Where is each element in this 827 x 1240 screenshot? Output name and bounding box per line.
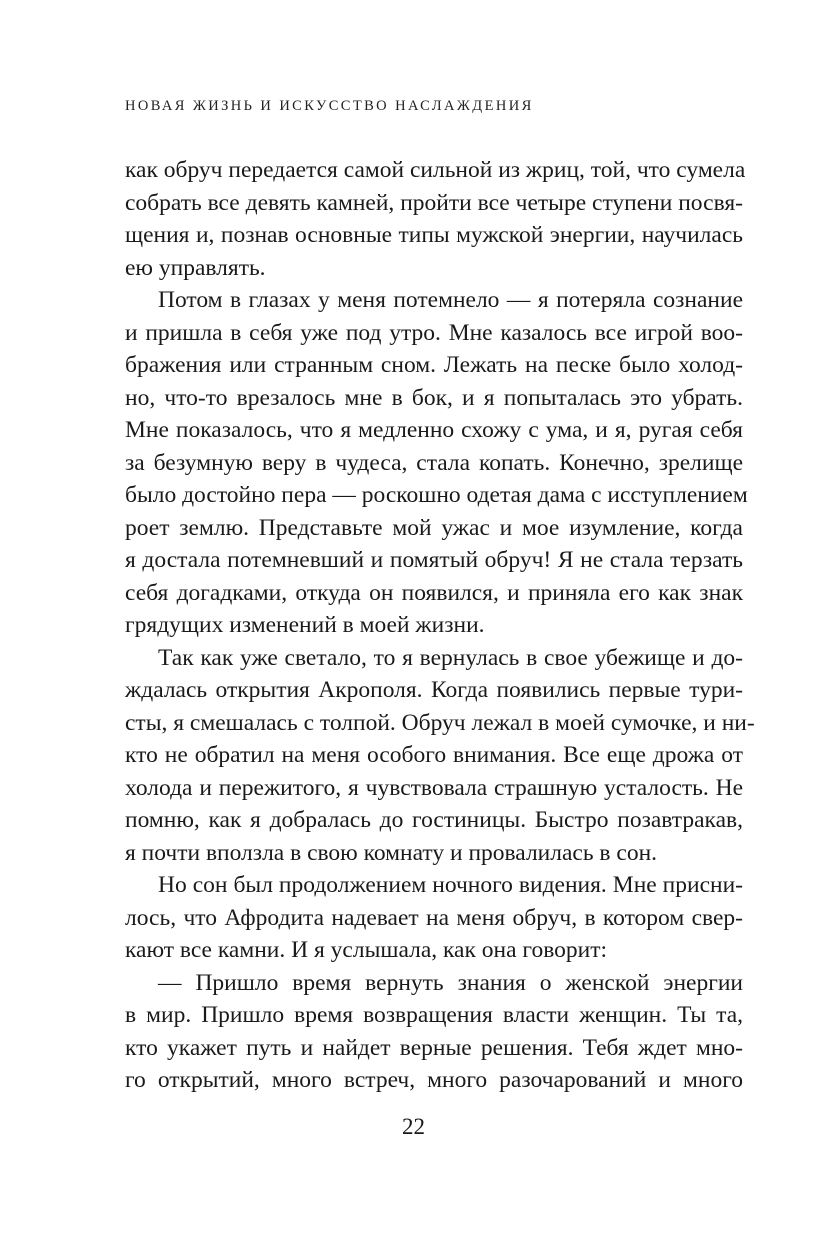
text-line: я достала потемневший и помятый обруч! Я не стала терзать (125, 547, 743, 573)
text-line: Но сон был продолжением ночного видения. Мне присни- (158, 872, 743, 898)
text-line: кают все камни. И я услышала, как она говорит: (125, 937, 608, 963)
text-line: я почти вползла в свою комнату и провалилась в сон. (125, 839, 658, 866)
text-line: Потом в глазах у меня потемнело — я потеряла сознание (158, 287, 743, 313)
running-head: НОВАЯ ЖИЗНЬ И ИСКУССТВО НАСЛАЖДЕНИЯ (125, 98, 534, 114)
text-line: собрать все девять камней, пройти все четыре ступени посвя- (125, 189, 743, 216)
text-line: Так как уже светало, то я вернулась в свое убежище и до- (158, 644, 743, 671)
text-line: Мне показалось, что я медленно схожу с ума, и я, ругая себя (125, 417, 743, 443)
text-line: щения и, познав основные типы мужской энергии, научилась (125, 222, 743, 248)
text-line: лось, что Афродита надевает на меня обруч, в котором свер- (125, 904, 743, 931)
body-text (125, 154, 755, 1097)
text-line: ждалась открытия Акрополя. Когда появились первые тури- (125, 677, 743, 703)
text-line: грядущих изменений в моей жизни. (125, 612, 485, 638)
page-number: 22 (402, 1114, 425, 1139)
text-line: помню, как я добралась до гостиницы. Быстро позавтракав, (125, 807, 743, 833)
text-line: в мир. Пришло время возвращения власти женщин. Ты та, (125, 1002, 743, 1028)
text-line: ею управлять. (125, 254, 266, 281)
text-line: бражения или странным сном. Лежать на песке было холод- (125, 352, 743, 378)
text-line: но, что-то врезалось мне в бок, и я попыталась это убрать. (125, 384, 743, 411)
text-line: было достойно пера — роскошно одетая дама с исступлением (125, 482, 748, 508)
text-line: холода и пережитого, я чувствовала страшную усталость. Не (125, 774, 743, 801)
text-line: кто не обратил на меня особого внимания. Все еще дрожа от (125, 742, 743, 768)
text-line: — Пришло время вернуть знания о женской энергии (158, 969, 743, 996)
text-line: го открытий, много встреч, много разочарований и много (125, 1067, 743, 1093)
text-line: как обруч передается самой сильной из жриц, той, что сумела (125, 157, 746, 183)
text-line: сты, я смешалась с толпой. Обруч лежал в моей сумочке, и ни- (125, 709, 755, 736)
text-line: себя догадками, откуда он появился, и приняла его как знак (125, 579, 743, 606)
text-line: роет землю. Представьте мой ужас и мое изумление, когда (125, 514, 743, 541)
text-line: и пришла в себя уже под утро. Мне казалось все игрой воо- (125, 319, 743, 346)
text-line: кто укажет путь и найдет верные решения. Тебя ждет мно- (125, 1034, 743, 1061)
text-line: за безумную веру в чудеса, стала копать. Конечно, зрелище (125, 449, 743, 476)
